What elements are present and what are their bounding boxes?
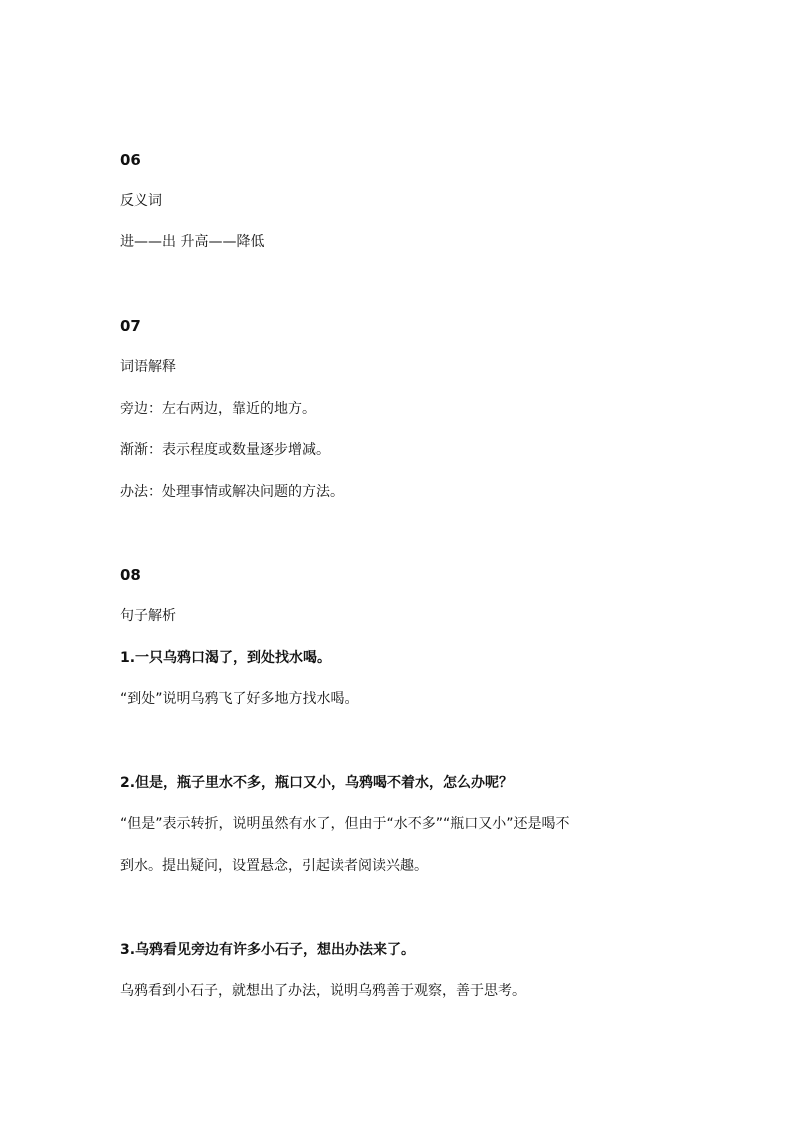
section-number-06: 06 [120,151,141,169]
antonym-pairs: 进——出 升高——降低 [120,234,265,250]
sentence-2-analysis-line-1: “但是”表示转折，说明虽然有水了，但由于“水不多”“瓶口又小”还是喝不 [120,816,570,832]
sentence-2: 2.但是，瓶子里水不多，瓶口又小，乌鸦喝不着水，怎么办呢？ [120,775,514,791]
section-title-antonyms: 反义词 [120,193,162,209]
section-title-sentence-analysis: 句子解析 [120,608,176,624]
sentence-3: 3.乌鸦看见旁边有许多小石子，想出办法来了。 [120,942,416,958]
word-explanation-item: 办法：处理事情或解决问题的方法。 [120,484,344,500]
sentence-2-analysis-line-2: 到水。提出疑问，设置悬念，引起读者阅读兴趣。 [120,858,428,874]
sentence-1-analysis: “到处”说明乌鸦飞了好多地方找水喝。 [120,691,359,707]
word-explanation-item: 旁边：左右两边，靠近的地方。 [120,401,316,417]
section-number-07: 07 [120,317,141,335]
section-title-word-explanations: 词语解释 [120,359,176,375]
word-explanation-item: 渐渐：表示程度或数量逐步增减。 [120,442,330,458]
section-number-08: 08 [120,566,141,584]
sentence-1: 1.一只乌鸦口渴了，到处找水喝。 [120,650,332,666]
sentence-3-analysis: 乌鸦看到小石子，就想出了办法，说明乌鸦善于观察，善于思考。 [120,983,526,999]
